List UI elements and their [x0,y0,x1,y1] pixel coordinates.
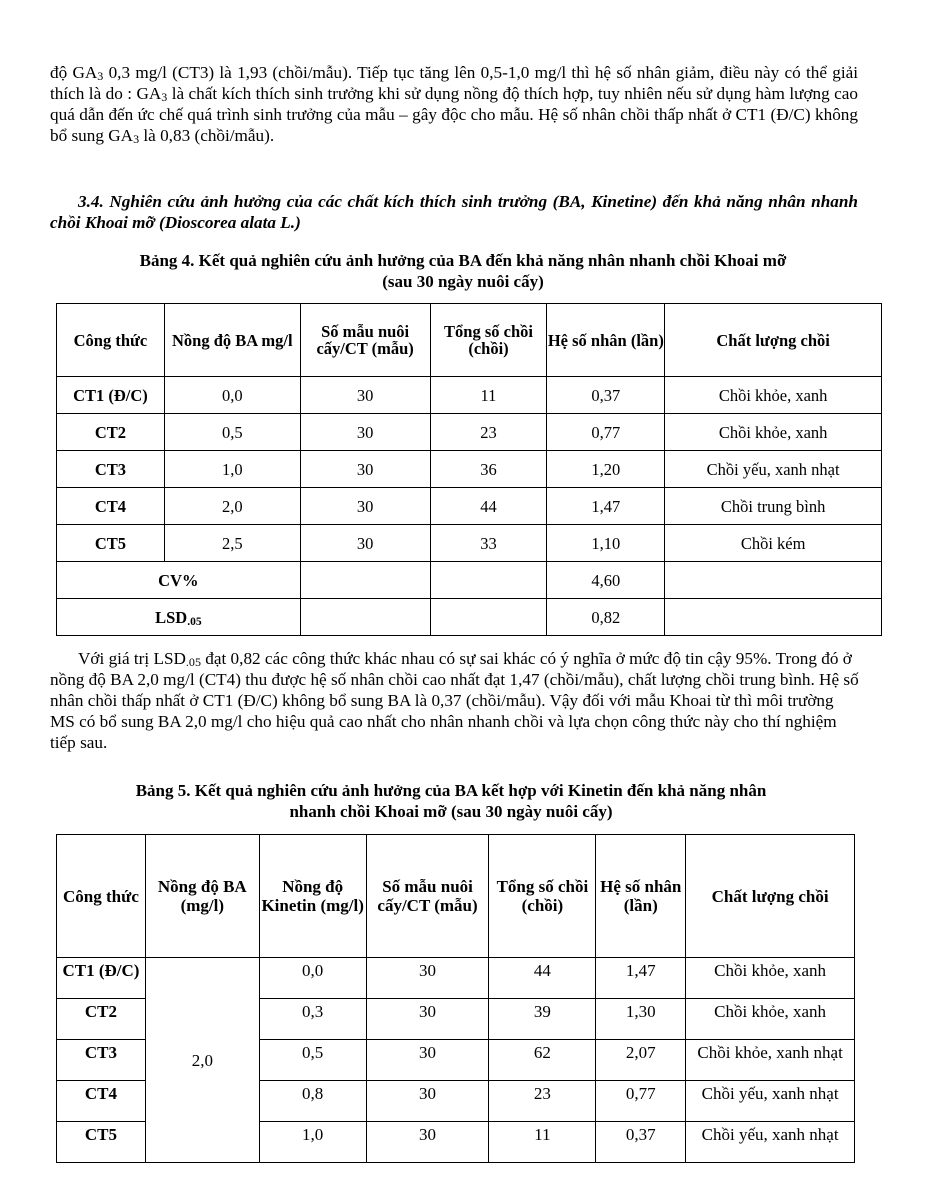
table-cell: 1,47 [547,488,665,525]
table-cell: 2,0 [164,488,300,525]
table-cell: CT1 (Đ/C) [57,377,165,414]
table-cell: 2,07 [596,1040,686,1081]
table5-header-quality: Chất lượng chồi [686,835,855,958]
table-cell: 0,37 [596,1122,686,1163]
table-row [57,451,882,488]
table-cell: CT2 [57,414,165,451]
table-cell: 30 [366,1081,489,1122]
table4-header-formula: Công thức [57,304,165,377]
table-cell: Chồi khỏe, xanh [665,414,882,451]
table-cell: 11 [430,377,547,414]
cv-value: 4,60 [547,562,665,599]
table-cell: CT4 [57,488,165,525]
table-cell: 1,10 [547,525,665,562]
table-cell: 0,8 [259,1081,366,1122]
table-cell: 1,30 [596,999,686,1040]
table4-lsd-row [57,599,882,636]
table-cell: 30 [300,488,430,525]
table-cell: 0,5 [164,414,300,451]
table-cell: Chồi kém [665,525,882,562]
table5-header-row [57,835,855,958]
table-cell: 30 [366,1122,489,1163]
table-row [57,414,882,451]
table-cell: 36 [430,451,547,488]
table-cell: 30 [300,451,430,488]
table-cell: 0,37 [547,377,665,414]
table-cell: 0,0 [259,958,366,999]
table-cell: 1,47 [596,958,686,999]
lsd-value: 0,82 [547,599,665,636]
table-cell: 44 [489,958,596,999]
table-cell: 33 [430,525,547,562]
table-cell: 30 [366,1040,489,1081]
analysis-paragraph: Với giá trị $LSD_{.05}$ đạt 0,82 các công thức khác nhau có sự sai khác có ý nghĩa ở mức độ tin cậy 95%. Trong đó ở nồng độ BA 2,0 mg/l (CT4) thu được hệ số nhân chồi cao nhất đạt 1,47 (chồi/mẫu), chất lượng chồi trung bình. Hệ số nhân chồi thấp nhất ở CT1 (Đ/C) không bổ sung BA là 0,37 (chồi/mẫu). Vậy đối với mẫu Khoai từ thì môi trường MS có bổ sung BA 2,0 mg/l cho hiệu quả cao nhất cho nhân nhanh chồi và lựa chọn công thức này cho thí nghiệm tiếp sau. [50,649,859,752]
table5-header-shoots: Tổng số chồi (chồi) [489,835,596,958]
table4-caption: Bảng 4. Kết quả nghiên cứu ảnh hưởng của BA đến khả năng nhân nhanh chồi Khoai mỡ (sau 30 ngày nuôi cấy) [139,251,787,291]
table-cell: 30 [366,958,489,999]
table-cell: 0,77 [596,1081,686,1122]
table5 [56,834,855,1163]
table-cell: Chồi khỏe, xanh [686,999,855,1040]
table-cell: 0,5 [259,1040,366,1081]
table-cell: 11 [489,1122,596,1163]
table-cell: 2,5 [164,525,300,562]
table-cell [300,599,430,636]
table-cell: 0,77 [547,414,665,451]
table-cell [665,562,882,599]
table-cell: CT3 [57,1040,146,1081]
table5-header-coefficient: Hệ số nhân (lần) [596,835,686,958]
table-cell: Chồi trung bình [665,488,882,525]
table4-header-ba: Nồng độ BA mg/l [164,304,300,377]
table-cell: CT4 [57,1081,146,1122]
table5-header-ba: Nồng độ BA (mg/l) [145,835,259,958]
table-cell: Chồi khỏe, xanh [665,377,882,414]
table-cell: 44 [430,488,547,525]
table-cell: Chồi khỏe, xanh [686,958,855,999]
table-cell: 30 [300,525,430,562]
table-cell: Chồi yếu, xanh nhạt [686,1122,855,1163]
cv-label: CV% [57,562,301,599]
table-cell: Chồi yếu, xanh nhạt [665,451,882,488]
table-cell: Chồi khỏe, xanh nhạt [686,1040,855,1081]
table-row [57,525,882,562]
table-cell: CT5 [57,1122,146,1163]
table-cell [665,599,882,636]
table4-header-row [57,304,882,377]
table-cell: 39 [489,999,596,1040]
table-cell: 23 [430,414,547,451]
table-cell: CT2 [57,999,146,1040]
table-row [57,958,855,999]
table-cell: CT3 [57,451,165,488]
table-cell [430,562,547,599]
table-cell [430,599,547,636]
table5-header-samples: Số mẫu nuôi cấy/CT (mẫu) [366,835,489,958]
intro-paragraph: độ $GA_3$ 0,3 mg/l (CT3) là 1,93 (chồi/mẫu). Tiếp tục tăng lên 0,5-1,0 mg/l thì hệ số nhân giảm, điều này có thể giải thích là do : $GA_3$ là chất kích thích sinh trưởng khi sử dụng nồng độ thích hợp, tuy nhiên nếu sử dụng hàm lượng cao quá dẫn đến ức chế quá trình sinh trưởng của mẫu – gây độc cho mẫu. Hệ số nhân chồi thấp nhất ở CT1 (Đ/C) không bổ sung $GA_3$ là 0,83 (chồi/mẫu). [50,63,859,146]
table4-header-quality: Chất lượng chồi [665,304,882,377]
table5-header-kinetin: Nồng độ Kinetin (mg/l) [259,835,366,958]
ba-concentration-cell: 2,0 [145,958,259,1163]
table-row [57,377,882,414]
table-cell: CT1 (Đ/C) [57,958,146,999]
table-cell: Chồi yếu, xanh nhạt [686,1081,855,1122]
table-cell: 0,0 [164,377,300,414]
table-cell: CT5 [57,525,165,562]
table-cell: 30 [300,377,430,414]
table-cell: 62 [489,1040,596,1081]
table-cell: 1,20 [547,451,665,488]
table5-header-formula: Công thức [57,835,146,958]
table-cell: 30 [366,999,489,1040]
table5-caption: Bảng 5. Kết quả nghiên cứu ảnh hưởng của BA kết hợp với Kinetin đến khả năng nhân nhanh chồi Khoai mỡ (sau 30 ngày nuôi cấy) [135,781,767,821]
table-cell [300,562,430,599]
table-cell: 1,0 [259,1122,366,1163]
table-cell: 1,0 [164,451,300,488]
table-cell: 0,3 [259,999,366,1040]
table4-header-shoots: Tổng số chồi (chồi) [430,304,547,377]
table4 [56,303,882,636]
table4-cv-row [57,562,882,599]
lsd-label: $LSD_{.05}$ [57,599,301,636]
table-cell: 23 [489,1081,596,1122]
table-cell: 30 [300,414,430,451]
table4-header-samples: Số mẫu nuôi cấy/CT (mẫu) [300,304,430,377]
section-heading: 3.4. Nghiên cứu ảnh hưởng của các chất kích thích sinh trưởng (BA, Kinetine) đến khả năng nhân nhanh chồi Khoai mỡ (Dioscorea alata L.) [50,192,858,232]
table4-header-coefficient: Hệ số nhân (lần) [547,304,665,377]
table-row [57,488,882,525]
